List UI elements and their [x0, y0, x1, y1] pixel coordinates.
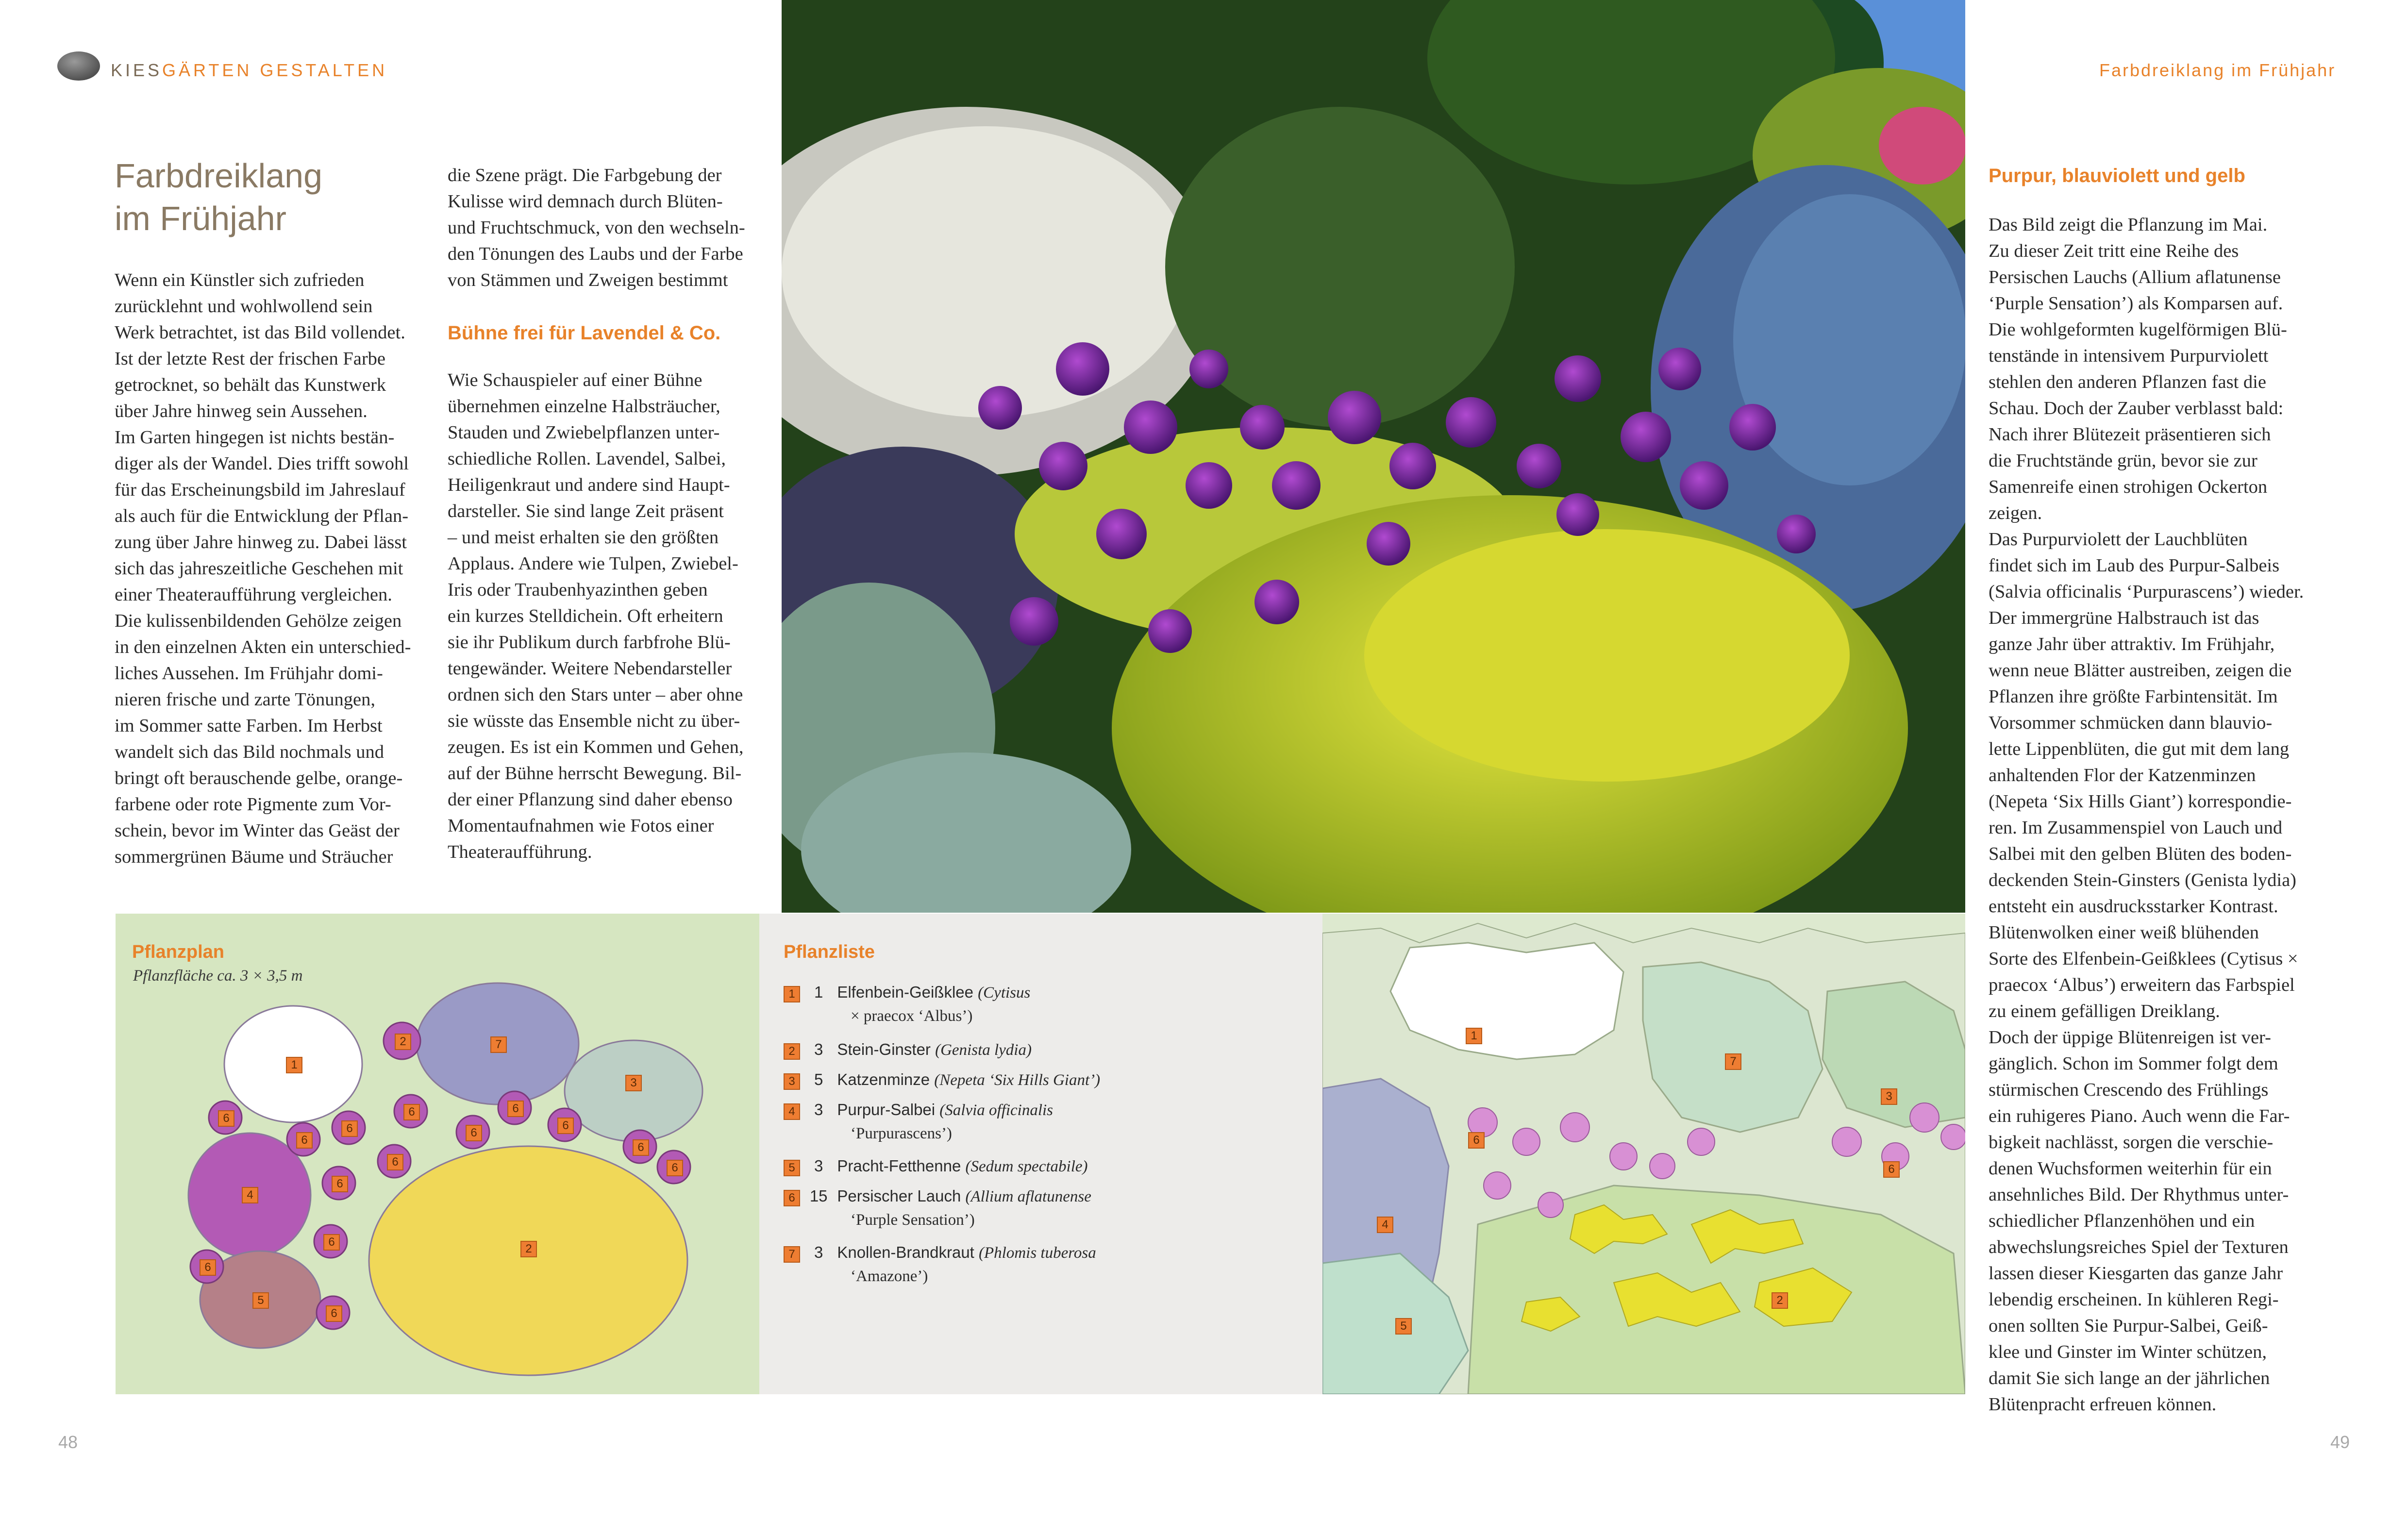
plan-label-6: 6	[341, 1120, 358, 1137]
pebble-logo	[55, 49, 102, 83]
plan-label-6: 6	[507, 1101, 524, 1117]
planting-plan-panel	[116, 914, 759, 1394]
illus-label-5: 5	[1395, 1318, 1412, 1335]
list-qty: 3	[814, 1101, 823, 1118]
title-line-2: im Frühjahr	[115, 200, 286, 237]
subhead-lavendel: Bühne frei für Lavendel & Co.	[448, 322, 721, 344]
illustration-drawing	[1322, 914, 1965, 1394]
page-number-right: 49	[2330, 1432, 2350, 1452]
illus-label-2: 2	[1772, 1292, 1788, 1309]
list-latin-cont: ‘Amazone’)	[851, 1268, 928, 1285]
list-qty: 1	[814, 983, 823, 1001]
plan-label-6: 6	[323, 1234, 340, 1251]
plan-label-4: 4	[242, 1187, 258, 1203]
list-name: Persischer Lauch	[837, 1187, 961, 1205]
list-latin: (Nepeta ‘Six Hills Giant’)	[934, 1071, 1101, 1089]
list-latin: (Cytisus	[978, 984, 1031, 1002]
illus-label-4: 4	[1377, 1217, 1393, 1233]
list-badge: 4	[784, 1103, 800, 1120]
plant-list-panel	[759, 914, 1322, 1394]
plan-label-6: 6	[466, 1125, 482, 1141]
plan-label-6: 6	[387, 1154, 403, 1170]
illus-label-6: 6	[1468, 1132, 1485, 1149]
list-latin: (Phlomis tuberosa	[979, 1244, 1096, 1262]
plan-label-2: 2	[520, 1241, 537, 1257]
illus-label-1: 1	[1466, 1028, 1482, 1044]
list-item	[784, 1241, 1096, 1288]
list-qty: 3	[814, 1157, 823, 1175]
plan-label-6: 6	[218, 1110, 234, 1127]
plan-label-6: 6	[296, 1132, 313, 1149]
list-badge: 1	[784, 986, 800, 1002]
illus-label-7: 7	[1725, 1053, 1741, 1070]
right-column-text: Das Bild zeigt die Pflanzung im Mai. Zu dieser Zeit tritt eine Reihe des Persischen Lauchs (Allium aflatunense ‘Purple Sensation’) als Komparsen auf. Die wohlgeformten kugelförmigen Blü- tenstände in intensivem Purpurviolett stehlen den anderen Pflanzen fast die Schau. Doch der Zauber verblasst bald: Nach ihrer Blütezeit präsentieren sich die Fruchtstände grün, bevor sie zur Samenreife einen strohigen Ockerton zeigen. Das Purpurviolett der Lauchblüten findet sich im Laub des Purpur-Salbeis (Salvia officinalis ‘Purpurascens’) wieder. Der immergrüne Halbstrauch ist das ganze Jahr über attraktiv. Im Frühjahr, wenn neue Blätter austreiben, zeigen die Pflanzen ihre größte Farbintensität. Im Vorsommer schmücken dann blauvio- lette Lippenblüten, die gut mit dem lang anhaltenden Flor der Katzenminzen (Nepeta ‘Six Hills Giant’) korrespondie- ren. Im Zusammenspiel von Lauch und Salbei mit den gelben Blüten des boden- deckenden Stein-Ginsters (Genista lydia) entsteht ein ausdrucksstarker Kontrast. Blütenwolken einer weiß blühenden Sorte des Elfenbein-Geißklees (Cytisus × praecox ‘Albus’) erweitern das Farbspiel zu einem gefälligen Dreiklang. Doch der üppige Blütenreigen ist ver- gänglich. Schon im Sommer folgt dem stürmischen Crescendo des Frühlings ein ruhigeres Piano. Auch wenn die Far- bigkeit nachlässt, sorgen die verschie- denen Wuchsformen weiterhin für ein ansehnliches Bild. Der Rhythmus unter- schiedlicher Pflanzenhöhen und ein abwechslungsreiches Spiel der Texturen lassen dieser Kiesgarten das ganze Jahr lebendig erscheinen. In kühleren Regi- onen sollten Sie Purpur-Salbei, Geiß- klee und Ginster im Winter schützen, damit Sie sich lange an der jährlichen Blütenpracht erfreuen können.	[1989, 215, 2304, 1415]
list-name: Elfenbein-Geißklee	[837, 983, 973, 1001]
plan-label-6: 6	[633, 1139, 649, 1156]
garden-photo	[782, 0, 1965, 913]
running-head-right: Farbdreiklang im Frühjahr	[2099, 60, 2336, 80]
list-badge: 2	[784, 1043, 800, 1060]
plan-heading: Pflanzplan	[132, 942, 225, 962]
list-qty: 3	[814, 1243, 823, 1261]
list-latin-cont: ‘Purple Sensation’)	[851, 1211, 975, 1229]
list-latin: (Salvia officinalis	[939, 1102, 1054, 1119]
plan-label-6: 6	[557, 1118, 574, 1134]
list-qty: 3	[814, 1040, 823, 1058]
list-item	[784, 1068, 1100, 1092]
plan-label-2: 2	[395, 1034, 411, 1050]
list-latin-cont: × praecox ‘Albus’)	[851, 1007, 973, 1025]
running-head-bold: KIES	[111, 60, 163, 80]
left-column-text: Wenn ein Künstler sich zufrieden zurücklehnt und wohlwollend sein Werk betrachtet, ist das Bild vollendet. Ist der letzte Rest der frischen Farbe getrocknet, so behält das Kunstwerk über Jahre hinweg sein Aussehen. Im Garten hingegen ist nichts bestän- diger als der Wandel. Dies trifft sowohl für das Erscheinungsbild im Jahreslauf als auch für die Entwicklung der Pflan- zung über Jahre hinweg zu. Dabei lässt sich das jahreszeitliche Geschehen mit einer Theateraufführung vergleichen. Die kulissenbildenden Gehölze zeigen in den einzelnen Akten ein unterschied- liches Aussehen. Im Frühjahr domi- nieren frische und zarte Tönungen, im Sommer satte Farben. Im Herbst wandelt sich das Bild nochmals und bringt oft berauschende gelbe, orange- farbene oder rote Pigmente zum Vor- schein, bevor im Winter das Geäst der sommergrünen Bäume und Sträucher	[115, 270, 411, 867]
list-latin: (Allium aflatunense	[965, 1188, 1091, 1205]
plan-label-6: 6	[332, 1176, 348, 1192]
plan-label-6: 6	[326, 1305, 342, 1322]
plan-label-6: 6	[403, 1104, 420, 1120]
list-item	[784, 1185, 1091, 1232]
list-latin: (Sedum spectabile)	[965, 1158, 1088, 1175]
subhead-purpur: Purpur, blauviolett und gelb	[1989, 165, 2245, 186]
plan-label-1: 1	[286, 1057, 302, 1073]
plan-label-5: 5	[252, 1292, 269, 1309]
plan-label-7: 7	[490, 1036, 507, 1053]
list-item	[784, 981, 1030, 1028]
planting-illustration	[1322, 914, 1965, 1394]
plan-label-3: 3	[625, 1075, 642, 1091]
list-name: Purpur-Salbei	[837, 1101, 936, 1118]
list-item	[784, 1154, 1088, 1178]
list-name: Pracht-Fetthenne	[837, 1157, 961, 1175]
list-latin-cont: ‘Purpurascens’)	[851, 1125, 952, 1142]
middle-column-text-bottom: Wie Schauspieler auf einer Bühne übernehmen einzelne Halbsträucher, Stauden und Zwiebelpflanzen unter- schiedliche Rollen. Lavendel, Salbei, Heiligenkraut und andere sind Haupt- darsteller. Sie sind lange Zeit präsent – und meist erhalten sie den größten Applaus. Andere wie Tulpen, Zwiebel- Iris oder Traubenhyazinthen geben ein kurzes Stelldichein. Oft erheitern sie ihr Publikum durch farbfrohe Blü- tengewänder. Weitere Nebendarsteller ordnen sich den Stars unter – aber ohne sie wüsste das Ensemble nicht zu über- zeugen. Es ist ein Kommen und Gehen, auf der Bühne herrscht Bewegung. Bil- der einer Pflanzung sind daher ebenso Momentaufnahmen wie Fotos einer Theateraufführung.	[448, 370, 744, 862]
plan-diagram	[116, 914, 759, 1394]
list-badge: 3	[784, 1073, 800, 1090]
illus-label-3: 3	[1881, 1088, 1897, 1105]
list-badge: 6	[784, 1190, 800, 1206]
title-line-1: Farbdreiklang	[115, 157, 322, 195]
list-item	[784, 1038, 1032, 1062]
list-badge: 5	[784, 1160, 800, 1176]
plan-label-6: 6	[667, 1160, 683, 1176]
middle-column-text-top: die Szene prägt. Die Farbgebung der Kulisse wird demnach durch Blüten- und Fruchtschmuck, von den wechseln- den Tönungen des Laubs und der Farbe von Stämmen und Zweigen bestimmt	[448, 165, 745, 290]
running-head-left	[111, 60, 387, 81]
running-head-rest: GÄRTEN GESTALTEN	[162, 60, 388, 80]
list-name: Stein-Ginster	[837, 1040, 931, 1058]
plan-label-6: 6	[200, 1259, 216, 1276]
plan-subheading: Pflanzfläche ca. 3 × 3,5 m	[133, 967, 303, 985]
list-name: Katzenminze	[837, 1070, 930, 1088]
page-number-left: 48	[58, 1432, 78, 1452]
page-title	[115, 154, 322, 240]
list-qty: 5	[814, 1070, 823, 1088]
list-latin: (Genista lydia)	[935, 1041, 1032, 1059]
list-name: Knollen-Brandkraut	[837, 1243, 974, 1261]
plant-list	[784, 981, 1313, 1379]
illus-label-6: 6	[1883, 1161, 1900, 1178]
plan-shape-2	[369, 1146, 687, 1375]
list-badge: 7	[784, 1246, 800, 1263]
list-item	[784, 1098, 1053, 1145]
list-qty: 15	[809, 1187, 828, 1205]
plant-list-heading: Pflanzliste	[784, 942, 875, 962]
